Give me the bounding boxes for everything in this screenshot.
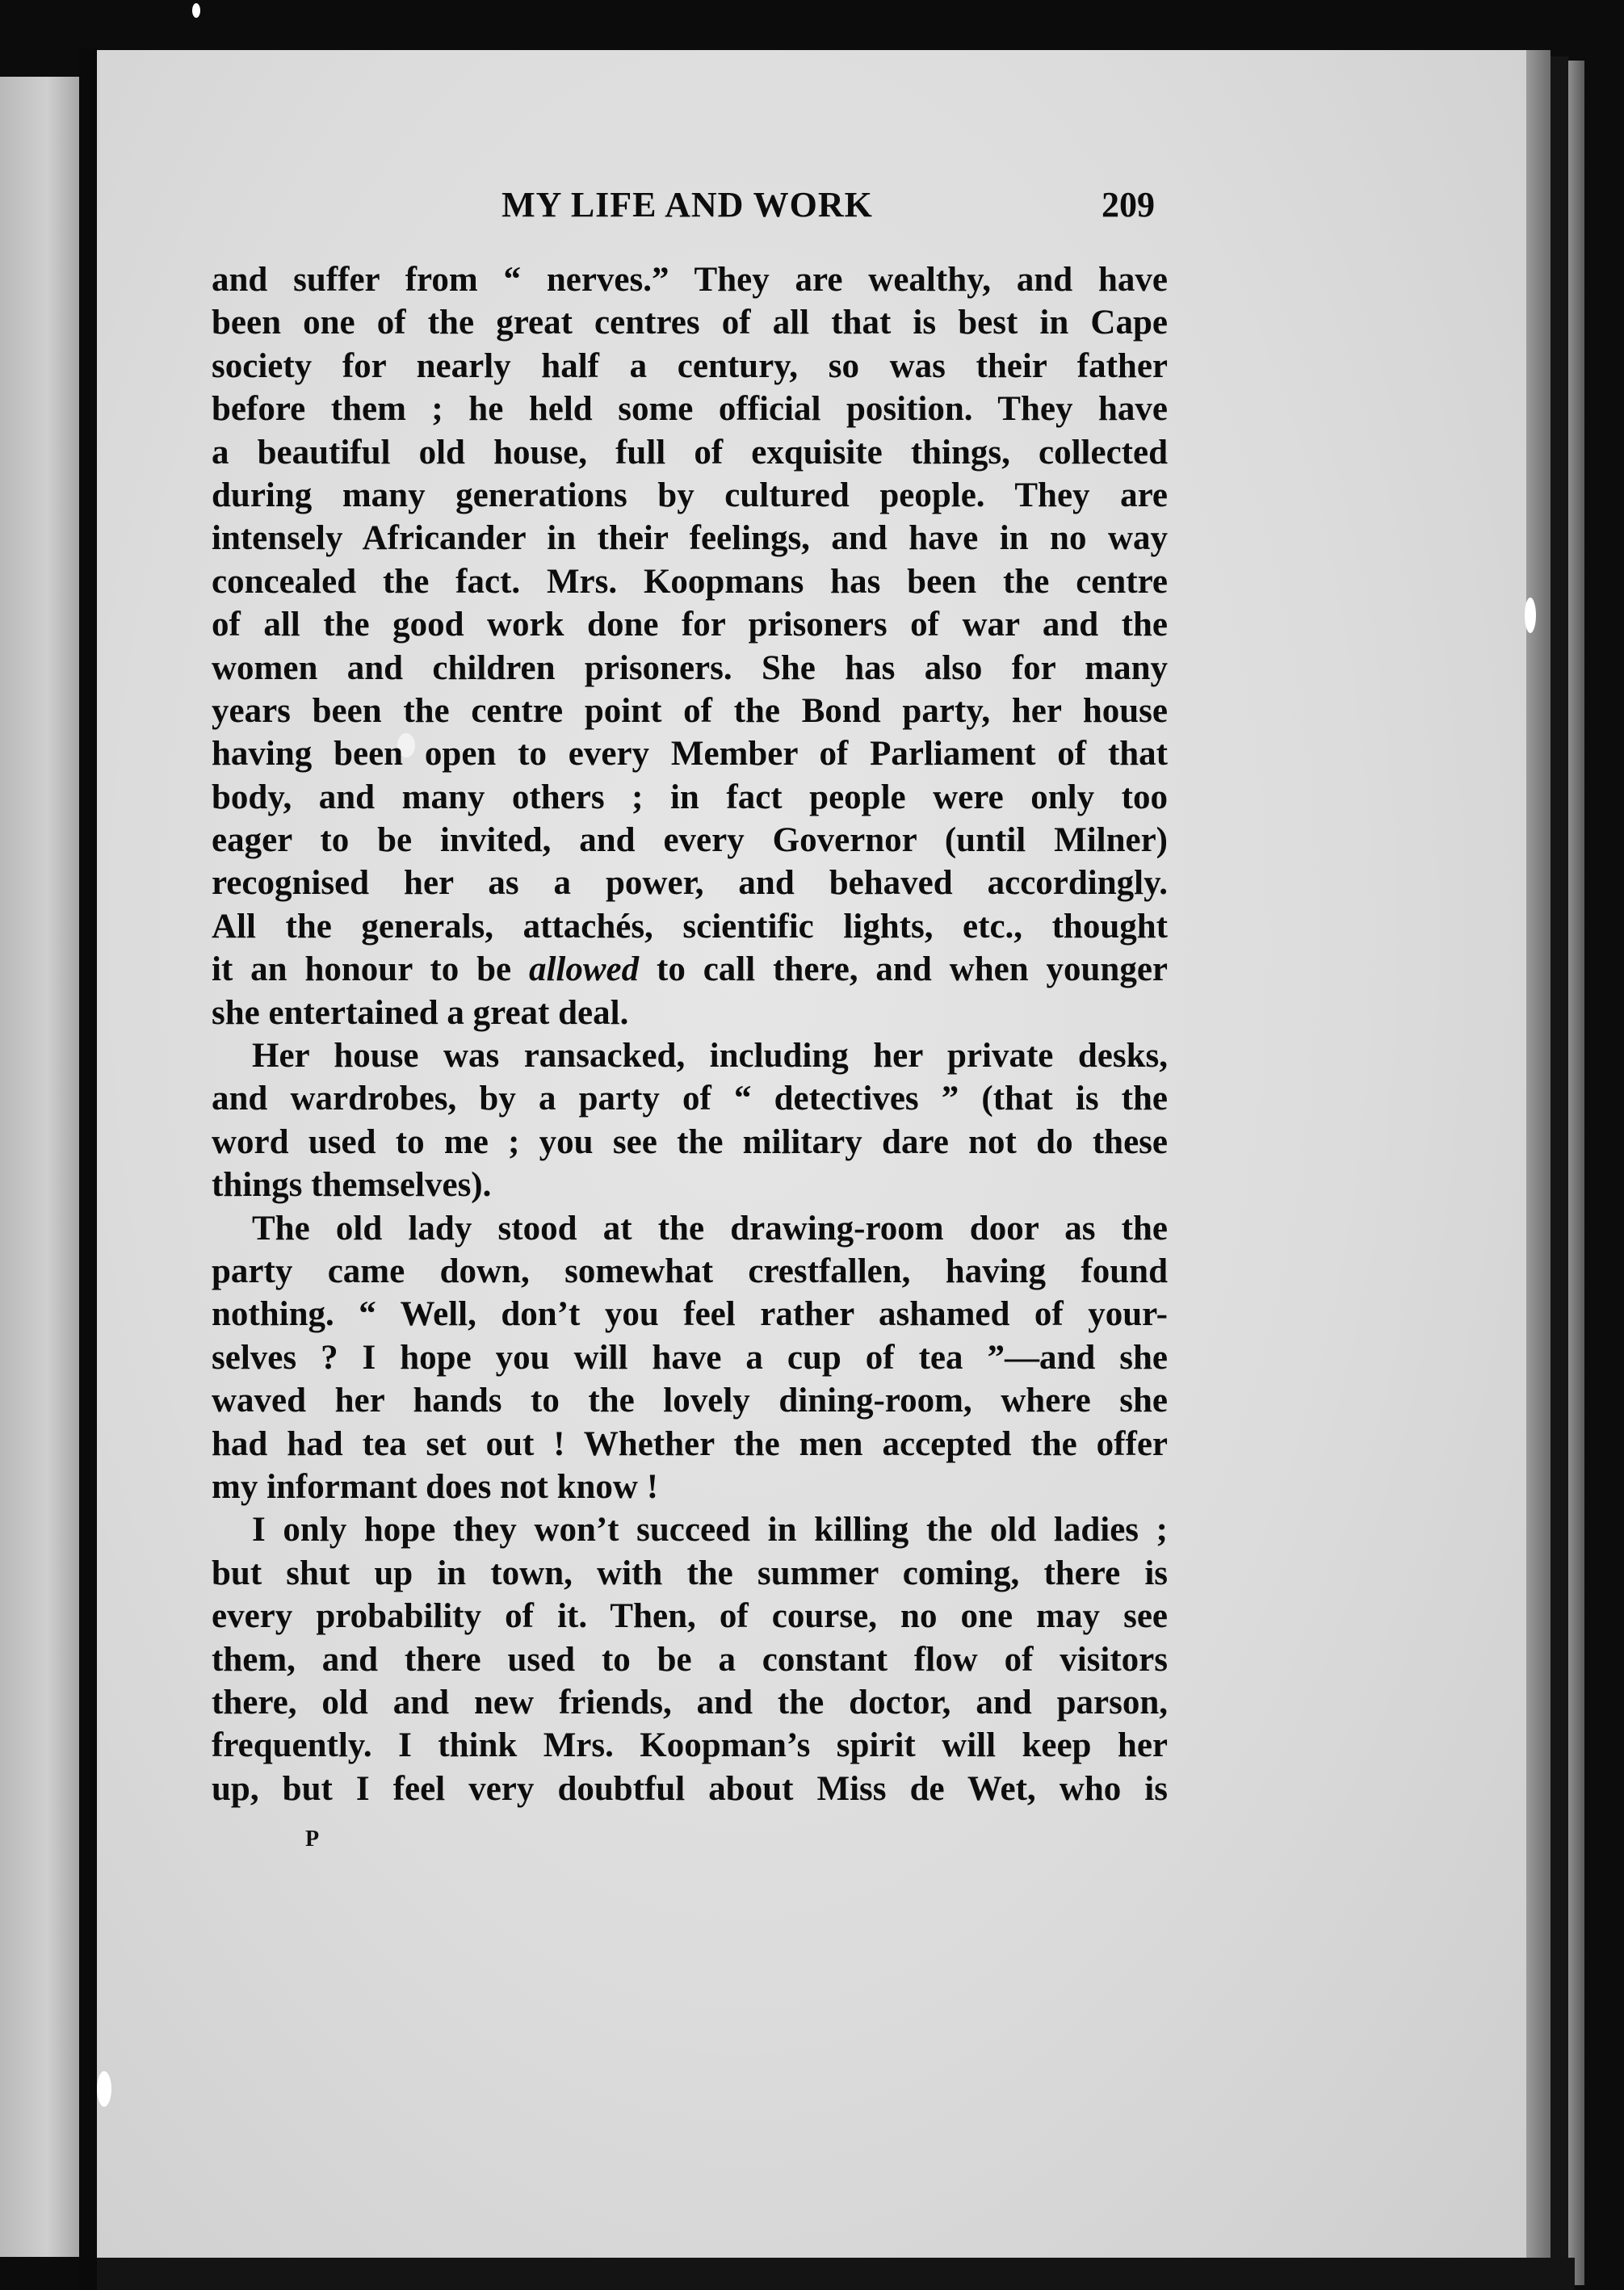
text-line: them, and there used to be a constant flow of visitors xyxy=(212,1640,1168,1679)
text-line: had had tea set out ! Whether the men accepted the offer xyxy=(212,1424,1168,1463)
facing-page-edge xyxy=(0,77,79,2257)
text-line: society for nearly half a century, so was their father xyxy=(212,346,1168,385)
text-fragment: it an honour to be xyxy=(212,950,529,989)
text-line: intensely Africander in their feelings, and have in no way xyxy=(212,519,1168,558)
scan-border-right xyxy=(1584,48,1624,2290)
text-line: recognised her as a power, and behaved accordingly. xyxy=(212,864,1168,903)
text-line: been one of the great centres of all that is best in Cape xyxy=(212,304,1168,342)
scan-blemish xyxy=(192,3,200,18)
text-line: up, but I feel very doubtful about Miss de Wet, who is xyxy=(212,1769,1168,1808)
text-line: eager to be invited, and every Governor (until Milner) xyxy=(212,821,1168,860)
text-line: Her house was ransacked, including her private desks, xyxy=(252,1037,1168,1076)
text-line: concealed the fact. Mrs. Koopmans has been the centre xyxy=(212,562,1168,601)
text-line: selves ? I hope you will have a cup of tea ”—and she xyxy=(212,1338,1168,1377)
page-stack-edge xyxy=(1568,61,1584,2285)
text-line: but shut up in town, with the summer coming, there is xyxy=(212,1554,1168,1592)
page-edge-dark-band xyxy=(1551,57,1568,2285)
text-line: a beautiful old house, full of exquisite things, collected xyxy=(212,433,1168,472)
text-line: every probability of it. Then, of course, no one may see xyxy=(212,1597,1168,1636)
scan-blemish xyxy=(1525,598,1536,633)
text-line: waved her hands to the lovely dining-room, where she xyxy=(212,1382,1168,1420)
running-title: MY LIFE AND WORK xyxy=(501,185,873,224)
text-line: there, old and new friends, and the doctor, and parson, xyxy=(212,1683,1168,1722)
text-line xyxy=(212,948,1168,991)
running-head xyxy=(212,184,1163,233)
text-fragment: to call there, and when younger xyxy=(639,950,1168,989)
body-text xyxy=(212,258,1168,1810)
text-line: women and children prisoners. She has also for many xyxy=(212,648,1168,687)
text-line: during many generations by cultured people. They are xyxy=(212,476,1168,514)
text-line: The old lady stood at the drawing-room door as the xyxy=(252,1209,1168,1248)
text-line: years been the centre point of the Bond party, her house xyxy=(212,691,1168,730)
text-line: party came down, somewhat crestfallen, having found xyxy=(212,1252,1168,1290)
text-line: body, and many others ; in fact people were only too xyxy=(212,778,1168,816)
text-line: All the generals, attachés, scientific lights, etc., thought xyxy=(212,907,1168,946)
scan-blemish xyxy=(97,2071,111,2107)
text-line: having been open to every Member of Parliament of that xyxy=(212,735,1168,774)
page-number: 209 xyxy=(1102,185,1155,224)
text-line: she entertained a great deal. xyxy=(212,993,629,1032)
text-line: of all the good work done for prisoners of war and the xyxy=(212,606,1168,644)
text-line: before them ; he held some official position. They have xyxy=(212,390,1168,429)
text-line: things themselves). xyxy=(212,1166,492,1205)
text-line: my informant does not know ! xyxy=(212,1467,659,1506)
page-edge-shadow xyxy=(1526,50,1551,2279)
text-line: nothing. “ Well, don’t you feel rather ashamed of your- xyxy=(212,1295,1168,1334)
emphasized-word: allowed xyxy=(528,950,640,989)
text-line: frequently. I think Mrs. Koopman’s spirit will keep her xyxy=(212,1726,1168,1765)
signature-mark: P xyxy=(305,1827,320,1852)
text-line: I only hope they won’t succeed in killing the old ladies ; xyxy=(252,1511,1168,1550)
book-gutter xyxy=(79,48,97,2290)
scan-border-bottom xyxy=(97,2258,1575,2290)
text-line: and suffer from “ nerves.” They are wealthy, and have xyxy=(212,261,1168,299)
text-line: and wardrobes, by a party of “ detectives ” (that is the xyxy=(212,1080,1168,1118)
text-line: word used to me ; you see the military dare not do these xyxy=(212,1122,1168,1161)
